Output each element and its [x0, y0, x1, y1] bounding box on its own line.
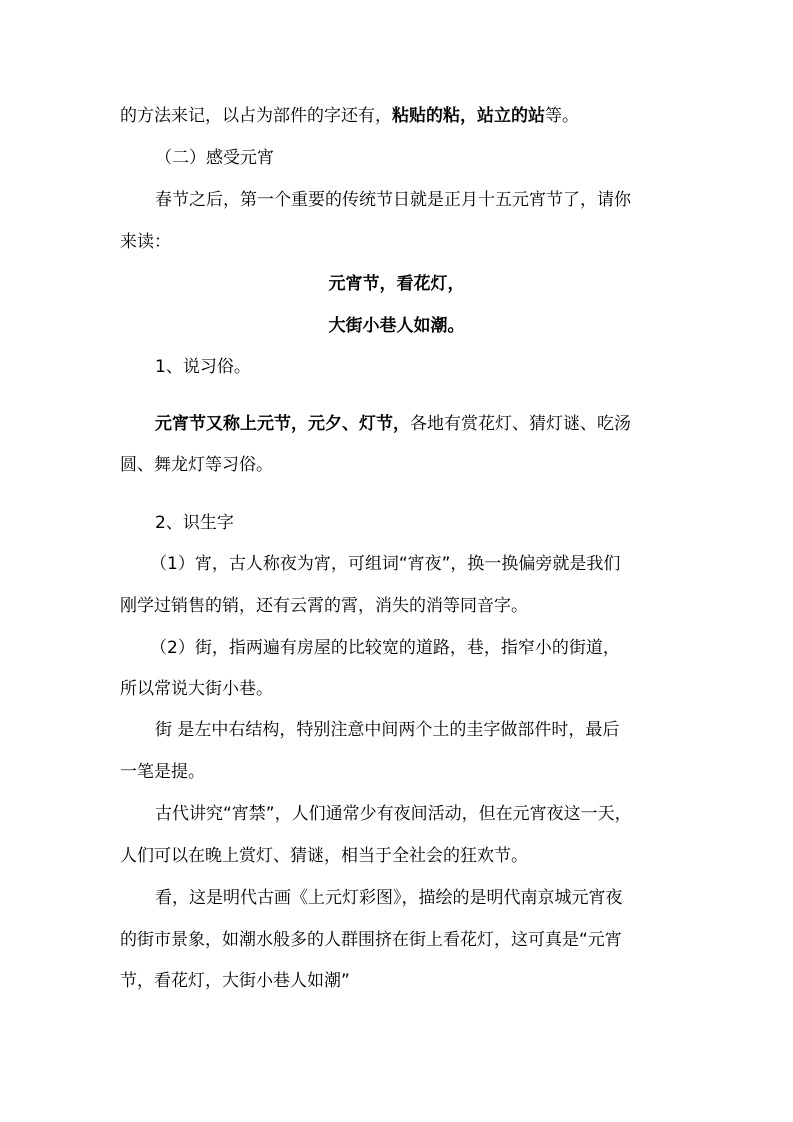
poem-line-1: 元宵节，看花灯， — [328, 274, 465, 294]
paragraph-text: 各地有赏花灯、猜灯谜、吃汤 — [410, 414, 631, 434]
intro-line-1: 春节之后，第一个重要的传统节日就是正月十五元宵节了，请你 — [155, 190, 631, 210]
section-heading: （二）感受元宵 — [155, 148, 274, 168]
curfew-line-2: 人们可以在晚上赏灯、猜谜，相当于全社会的狂欢节。 — [120, 846, 528, 866]
jie-line-2: 所以常说大街小巷。 — [120, 679, 273, 699]
curfew-line-1: 古代讲究“宵禁”，人们通常少有夜间活动，但在元宵夜这一天， — [155, 804, 632, 824]
paragraph-text: 等。 — [545, 106, 579, 126]
bold-example-words: 粘贴的粘，站立的站 — [392, 106, 545, 126]
painting-line-1: 看，这是明代古画《上元灯彩图》，描绘的是明代南京城元宵夜 — [155, 888, 623, 908]
paragraph-text: 的方法来记，以占为部件的字还有， — [120, 106, 392, 126]
xiao-line-1: （1）宵，古人称夜为宵，可组词“宵夜”，换一换偏旁就是我们 — [150, 554, 621, 574]
xiao-line-2: 刚学过销售的销，还有云霄的霄，消失的消等同音字。 — [120, 596, 528, 616]
intro-line-2: 来读： — [120, 232, 171, 252]
painting-line-3: 节，看花灯，大街小巷人如潮” — [120, 971, 350, 991]
painting-line-2: 的街市景象，如潮水般多的人群围挤在街上看花灯，这可真是“元宵 — [120, 930, 622, 950]
festival-names-bold: 元宵节又称上元节，元夕、灯节， — [155, 414, 410, 434]
poem-line-2: 大街小巷人如潮。 — [328, 316, 465, 336]
jie-structure-line-1: 街 是左中右结构，特别注意中间两个土的圭字做部件时，最后 — [155, 720, 620, 740]
paragraph-character-components — [120, 104, 579, 128]
custom-line-2: 圆、舞龙灯等习俗。 — [120, 455, 273, 475]
custom-heading: 1、说习俗。 — [155, 357, 251, 377]
characters-heading: 2、识生字 — [155, 513, 234, 533]
jie-line-1: （2）街，指两遍有房屋的比较宽的道路，巷，指窄小的街道， — [150, 638, 620, 658]
jie-structure-line-2: 一笔是提。 — [120, 762, 205, 782]
custom-line-1 — [155, 412, 631, 436]
